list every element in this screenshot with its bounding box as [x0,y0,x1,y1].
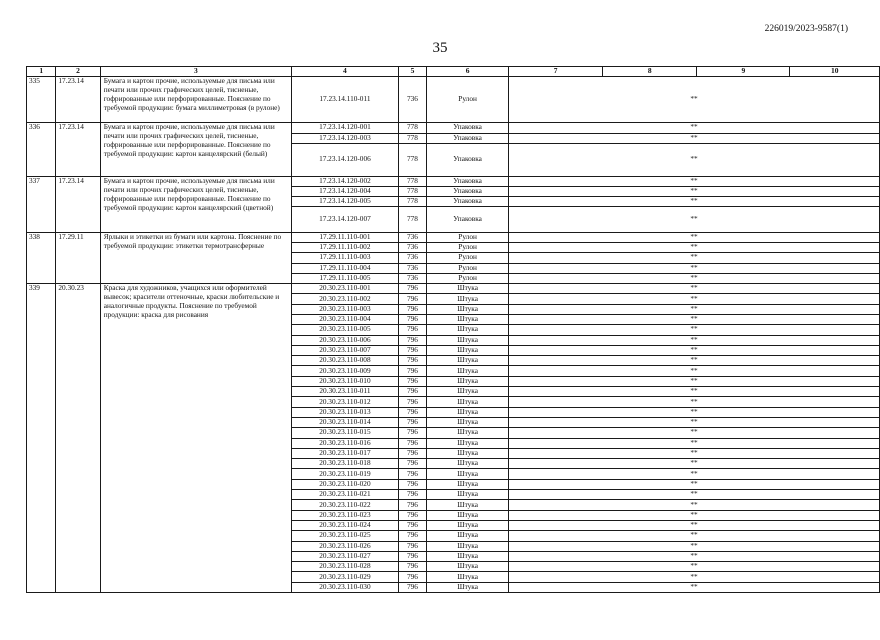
page-number: 35 [432,40,448,56]
ktru-code: 17.29.11.110-001 [292,232,399,242]
unit-of-measure: Упаковка [427,206,509,232]
okei-code: 796 [398,448,426,458]
unit-of-measure: Упаковка [427,196,509,206]
okei-code: 796 [398,541,426,551]
ktru-code: 20.30.23.110-028 [292,562,399,572]
okei-code: 796 [398,335,426,345]
ktru-code: 17.23.14.110-011 [292,76,399,122]
price-value: ** [509,479,880,489]
ktru-code: 17.23.14.120-002 [292,176,399,186]
ktru-code: 20.30.23.110-021 [292,490,399,500]
okei-code: 778 [398,196,426,206]
ktru-code: 20.30.23.110-026 [292,541,399,551]
ktru-code: 20.30.23.110-008 [292,356,399,366]
unit-of-measure: Упаковка [427,122,509,133]
ktru-code: 20.30.23.110-015 [292,428,399,438]
ktru-code: 20.30.23.110-014 [292,417,399,427]
ktru-code: 20.30.23.110-006 [292,335,399,345]
item-number: 339 [27,284,56,593]
okei-code: 796 [398,417,426,427]
price-value: ** [509,531,880,541]
okei-code: 796 [398,356,426,366]
unit-of-measure: Упаковка [427,186,509,196]
ktru-code: 20.30.23.110-023 [292,510,399,520]
unit-of-measure: Штука [427,490,509,500]
price-value: ** [509,176,880,186]
okei-code: 796 [398,438,426,448]
okpd2-code: 17.23.14 [56,122,100,176]
unit-of-measure: Рулон [427,273,509,283]
price-value: ** [509,253,880,263]
ktru-code: 20.30.23.110-003 [292,304,399,314]
ktru-code: 20.30.23.110-013 [292,407,399,417]
okei-code: 778 [398,186,426,196]
price-value: ** [509,122,880,133]
okpd2-code: 20.30.23 [56,284,100,593]
price-value: ** [509,325,880,335]
product-description [100,122,291,176]
okei-code: 796 [398,428,426,438]
price-value: ** [509,459,880,469]
price-value: ** [509,294,880,304]
price-value: ** [509,407,880,417]
column-number: 8 [603,67,697,77]
ktru-code: 20.30.23.110-011 [292,387,399,397]
price-value: ** [509,582,880,592]
column-number: 6 [427,67,509,77]
ktru-code: 20.30.23.110-024 [292,520,399,530]
okei-code: 796 [398,376,426,386]
column-number: 9 [697,67,790,77]
price-value: ** [509,551,880,561]
unit-of-measure: Штука [427,582,509,592]
okei-code: 796 [398,366,426,376]
product-description [100,284,291,593]
price-value: ** [509,315,880,325]
unit-of-measure: Штука [427,510,509,520]
price-value: ** [509,376,880,386]
okei-code: 796 [398,397,426,407]
price-value: ** [509,366,880,376]
okei-code: 796 [398,500,426,510]
price-value: ** [509,232,880,242]
ktru-code: 17.23.14.120-005 [292,196,399,206]
ktru-code: 17.29.11.110-005 [292,273,399,283]
price-value: ** [509,500,880,510]
price-value: ** [509,242,880,252]
product-description [100,176,291,232]
okei-code: 796 [398,520,426,530]
okei-code: 778 [398,133,426,143]
price-value: ** [509,448,880,458]
unit-of-measure: Упаковка [427,176,509,186]
ktru-code: 17.23.14.120-004 [292,186,399,196]
ktru-code: 20.30.23.110-019 [292,469,399,479]
unit-of-measure: Штука [427,335,509,345]
unit-of-measure: Штука [427,428,509,438]
price-value: ** [509,284,880,294]
column-number: 2 [56,67,100,77]
ktru-code: 20.30.23.110-018 [292,459,399,469]
ktru-code: 20.30.23.110-004 [292,315,399,325]
okei-code: 736 [398,242,426,252]
unit-of-measure: Рулон [427,232,509,242]
product-description-text: Бумага и картон прочие, используемые для письма или печати или прочих графических целей, тисненые, гофрированные или перфорированные. Пояснение по требуемой продукции: бумага миллиметровая (в рулоне) [103,76,280,112]
okpd2-code: 17.23.14 [56,176,100,232]
ktru-code: 20.30.23.110-002 [292,294,399,304]
okei-code: 796 [398,531,426,541]
unit-of-measure: Штука [427,531,509,541]
table-row [27,232,880,242]
okei-code: 736 [398,263,426,273]
okei-code: 796 [398,345,426,355]
unit-of-measure: Рулон [427,253,509,263]
okpd2-code: 17.23.14 [56,76,100,122]
price-value: ** [509,335,880,345]
okpd2-code: 17.29.11 [56,232,100,283]
price-value: ** [509,510,880,520]
ktru-code: 20.30.23.110-025 [292,531,399,541]
unit-of-measure: Упаковка [427,143,509,176]
column-number-row [27,67,880,77]
ktru-code: 20.30.23.110-020 [292,479,399,489]
ktru-code: 17.29.11.110-002 [292,242,399,252]
ktru-code: 20.30.23.110-010 [292,376,399,386]
ktru-code: 20.30.23.110-012 [292,397,399,407]
okei-code: 778 [398,206,426,232]
price-value: ** [509,387,880,397]
document-registration-number: 226019/2023-9587(1) [764,24,848,34]
unit-of-measure: Штука [427,520,509,530]
price-value: ** [509,133,880,143]
okei-code: 736 [398,76,426,122]
item-number: 335 [27,76,56,122]
okei-code: 736 [398,232,426,242]
okei-code: 796 [398,551,426,561]
price-value: ** [509,417,880,427]
table-row [27,176,880,186]
okei-code: 796 [398,510,426,520]
okei-code: 778 [398,176,426,186]
okei-code: 736 [398,253,426,263]
unit-of-measure: Штука [427,562,509,572]
ktru-code: 20.30.23.110-029 [292,572,399,582]
unit-of-measure: Штука [427,387,509,397]
okei-code: 796 [398,294,426,304]
unit-of-measure: Штука [427,572,509,582]
table-body [27,76,880,592]
item-number: 336 [27,122,56,176]
ktru-code: 17.23.14.120-006 [292,143,399,176]
okei-code: 796 [398,284,426,294]
unit-of-measure: Упаковка [427,133,509,143]
item-number: 337 [27,176,56,232]
ktru-code: 20.30.23.110-030 [292,582,399,592]
ktru-code: 20.30.23.110-022 [292,500,399,510]
price-value: ** [509,76,880,122]
okei-code: 796 [398,572,426,582]
ktru-code: 20.30.23.110-027 [292,551,399,561]
ktru-code: 20.30.23.110-017 [292,448,399,458]
unit-of-measure: Рулон [427,242,509,252]
price-value: ** [509,520,880,530]
column-number: 5 [398,67,426,77]
product-description [100,232,291,283]
price-value: ** [509,562,880,572]
okei-code: 796 [398,562,426,572]
ktru-code: 17.29.11.110-004 [292,263,399,273]
price-value: ** [509,541,880,551]
okei-code: 796 [398,325,426,335]
column-number: 4 [292,67,399,77]
unit-of-measure: Штука [427,294,509,304]
price-value: ** [509,143,880,176]
okei-code: 796 [398,582,426,592]
ktru-code: 17.23.14.120-007 [292,206,399,232]
column-number: 1 [27,67,56,77]
ktru-code: 20.30.23.110-009 [292,366,399,376]
product-description [100,76,291,122]
ktru-code: 17.29.11.110-003 [292,253,399,263]
okei-code: 778 [398,143,426,176]
unit-of-measure: Штука [427,315,509,325]
unit-of-measure: Штука [427,448,509,458]
unit-of-measure: Штука [427,345,509,355]
column-number: 7 [509,67,603,77]
unit-of-measure: Рулон [427,263,509,273]
product-description-text: Бумага и картон прочие, используемые для письма или печати или прочих графических целей, тисненые, гофрированные или перфорированные. Пояснение по требуемой продукции: картон канцелярский (белый) [103,122,275,158]
ktru-code: 20.30.23.110-001 [292,284,399,294]
unit-of-measure: Штука [427,325,509,335]
procurement-table [26,66,880,593]
price-value: ** [509,469,880,479]
column-number: 3 [100,67,291,77]
unit-of-measure: Штука [427,479,509,489]
table-row [27,76,880,122]
unit-of-measure: Штука [427,417,509,427]
price-value: ** [509,206,880,232]
unit-of-measure: Штука [427,551,509,561]
unit-of-measure: Штука [427,438,509,448]
unit-of-measure: Штука [427,356,509,366]
unit-of-measure: Рулон [427,76,509,122]
unit-of-measure: Штука [427,284,509,294]
price-value: ** [509,490,880,500]
unit-of-measure: Штука [427,397,509,407]
okei-code: 796 [398,304,426,314]
product-description-text: Краска для художников, учащихся или оформителей вывесок; красители оттеночные, краски любительские и аналогичные продукты. Пояснение по требуемой продукции: краска для рисования [103,283,280,319]
unit-of-measure: Штука [427,459,509,469]
price-value: ** [509,397,880,407]
table-row [27,284,880,294]
product-description-text: Ярлыки и этикетки из бумаги или картона. Пояснение по требуемой продукции: этикетки термотрансферные [103,232,282,250]
price-value: ** [509,304,880,314]
okei-code: 796 [398,315,426,325]
okei-code: 778 [398,122,426,133]
price-value: ** [509,186,880,196]
ktru-code: 17.23.14.120-001 [292,122,399,133]
unit-of-measure: Штука [427,469,509,479]
okei-code: 796 [398,459,426,469]
column-number: 10 [790,67,880,77]
unit-of-measure: Штука [427,500,509,510]
okei-code: 796 [398,490,426,500]
okei-code: 796 [398,387,426,397]
price-value: ** [509,273,880,283]
price-value: ** [509,196,880,206]
ktru-code: 20.30.23.110-007 [292,345,399,355]
ktru-code: 20.30.23.110-005 [292,325,399,335]
price-value: ** [509,263,880,273]
ktru-code: 20.30.23.110-016 [292,438,399,448]
unit-of-measure: Штука [427,541,509,551]
price-value: ** [509,356,880,366]
unit-of-measure: Штука [427,407,509,417]
price-value: ** [509,428,880,438]
table-row [27,122,880,133]
unit-of-measure: Штука [427,376,509,386]
product-description-text: Бумага и картон прочие, используемые для письма или печати или прочих графических целей, тисненые, гофрированные или перфорированные. Пояснение по требуемой продукции: картон канцелярский (цветной) [103,176,275,212]
okei-code: 796 [398,407,426,417]
price-value: ** [509,572,880,582]
ktru-code: 17.23.14.120-003 [292,133,399,143]
okei-code: 796 [398,469,426,479]
item-number: 338 [27,232,56,283]
price-value: ** [509,345,880,355]
price-value: ** [509,438,880,448]
unit-of-measure: Штука [427,304,509,314]
okei-code: 796 [398,479,426,489]
okei-code: 736 [398,273,426,283]
unit-of-measure: Штука [427,366,509,376]
